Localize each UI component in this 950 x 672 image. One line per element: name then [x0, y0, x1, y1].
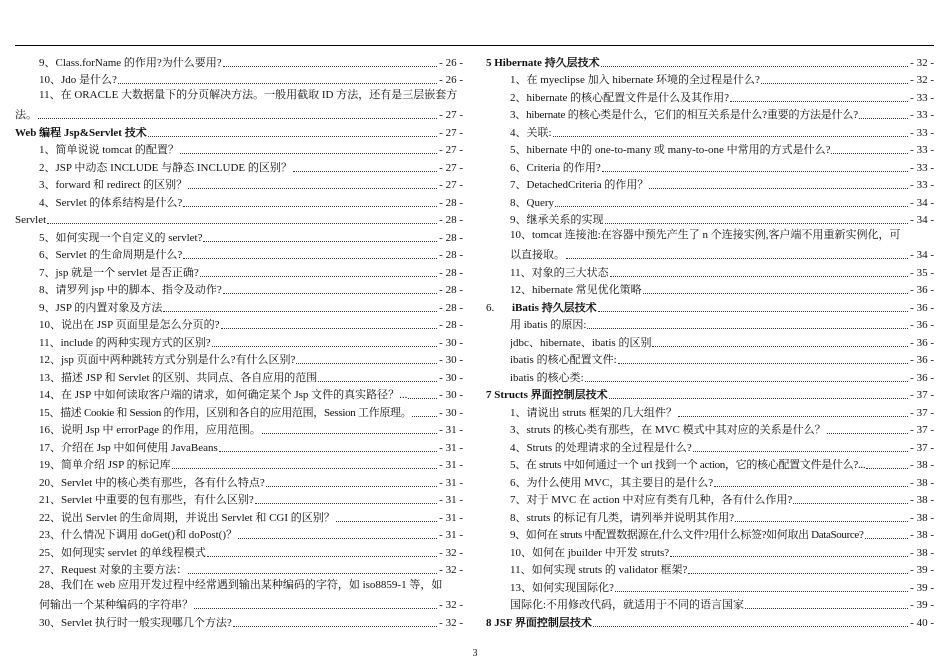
toc-entry[interactable]: 6、Servlet 的生命周期是什么? - 28 - [39, 249, 463, 261]
toc-entry[interactable]: 法。 - 27 - [15, 109, 463, 121]
toc-entry[interactable]: 20、Servlet 中的核心类有那些，各有什么特点? - 31 - [39, 476, 463, 489]
toc-entry[interactable]: 5、hibernate 中的 one-to-many 或 many-to-one 中常用的方式是什么? - 33 - [510, 144, 934, 156]
toc-entry[interactable]: 27、Request 对象的主要方法： - 32 - [39, 564, 463, 576]
toc-entry[interactable]: 4、Servlet 的体系结构是什么? - 28 - [39, 196, 463, 209]
toc-entry[interactable]: 8、请罗列 jsp 中的脚本、指令及动作? - 28 - [39, 284, 463, 296]
toc-entry[interactable]: 17、介绍在 Jsp 中如何使用 JavaBeans - 31 - [39, 441, 463, 454]
toc-entry[interactable]: 4、Struts 的处理请求的全过程是什么? - 37 - [510, 441, 934, 454]
toc-entry[interactable]: 1、简单说说 tomcat 的配置？ - 27 - [39, 144, 463, 156]
toc-entry[interactable]: 7、对于 MVC 在 action 中对应有类有几种，各有什么作用? - 38 - [510, 494, 934, 506]
toc-entry[interactable]: 5、在 struts 中如何通过一个 url 找到一个 action，它的核心配置文件是什么?... - 38 - [510, 459, 934, 471]
toc-entry-wrapped-line[interactable]: 28、我们在 web 应用开发过程中经常遇到输出某种编码的字符，如 iso8859-1 等，如 [39, 579, 443, 591]
toc-entry[interactable]: 2、JSP 中动态 INCLUDE 与静态 INCLUDE 的区别？ - 27 - [39, 161, 463, 174]
toc-entry[interactable]: 6、Criteria 的作用? - 33 - [510, 161, 934, 174]
toc-entry[interactable]: 12、hibernate 常见优化策略 - 36 - [510, 284, 934, 296]
toc-entry[interactable]: 国际化:不用修改代码，就适用于不同的语言国家 - 39 - [510, 599, 934, 611]
toc-entry[interactable]: 22、说出 Servlet 的生命周期，并说出 Servlet 和 CGI 的区别？ - 31 - [39, 511, 463, 524]
toc-entry[interactable]: 8、struts 的标记有几类，请列举并说明其作用? - 38 - [510, 511, 934, 524]
toc-entry[interactable]: 15、描述 Cookie 和 Session 的作用，区别和各自的应用范围，Session 工作原理。 - 30 - [39, 406, 463, 419]
toc-entry[interactable]: 14、在 JSP 中如何读取客户端的请求，如何确定某个 Jsp 文件的真实路径？... - 30 - [39, 389, 463, 401]
toc-entry[interactable]: 3、forward 和 redirect 的区别？ - 27 - [39, 179, 463, 191]
page-number: 3 [472, 648, 478, 659]
toc-entry[interactable]: 3、hibernate 的核心类是什么，它们的相互关系是什么?重要的方法是什么? - 33 - [510, 109, 934, 121]
toc-entry[interactable]: jdbc、hibernate、ibatis 的区别 - 36 - [510, 336, 934, 349]
toc-entry-wrapped-line[interactable]: 11、在 ORACLE 大数据量下的分页解决方法。一般用截取 ID 方法，还有是三层嵌套方 [39, 89, 458, 101]
toc-entry[interactable]: Servlet - 28 - [15, 214, 463, 226]
header-rule [15, 45, 934, 46]
toc-section-ibatis[interactable]: 6. iBatis 持久层技术 - 36 - [486, 301, 934, 314]
toc-entry[interactable]: 4、关联: - 33 - [510, 126, 934, 139]
toc-right-column [486, 52, 934, 630]
toc-entry[interactable]: 21、Servlet 中重要的包有那些，有什么区别? - 31 - [39, 494, 463, 506]
toc-entry[interactable]: 19、简单介绍 JSP 的标记库 - 31 - [39, 459, 463, 471]
toc-entry[interactable]: 25、如何现实 servlet 的单线程模式 - 32 - [39, 546, 463, 559]
toc-section-hibernate[interactable]: 5 Hibernate 持久层技术 - 32 - [486, 56, 934, 69]
toc-entry[interactable]: 9、JSP 的内置对象及方法 - 28 - [39, 301, 463, 314]
toc-entry[interactable]: ibatis 的核心类: - 36 - [510, 371, 934, 384]
toc-entry[interactable]: 8、Query - 34 - [510, 196, 934, 209]
toc-entry[interactable]: 30、Servlet 执行时一般实现哪几个方法? - 32 - [39, 616, 463, 629]
toc-entry[interactable]: 2、hibernate 的核心配置文件是什么及其作用? - 33 - [510, 91, 934, 104]
toc-entry[interactable]: 23、什么情况下调用 doGet()和 doPost()？ - 31 - [39, 529, 463, 541]
toc-entry[interactable]: 9、如何在 struts 中配置数据源在,什么文件?用什么标签?如何取出 DataSource? - 38 - [510, 529, 934, 541]
toc-entry[interactable]: 7、jsp 就是一个 servlet 是否正确? - 28 - [39, 266, 463, 279]
toc-entry[interactable]: 11、如何实现 struts 的 validator 框架? - 39 - [510, 564, 934, 576]
toc-entry-wrapped-line[interactable]: 10、tomcat 连接池:在容器中预先产生了 n 个连接实例,客户端不用重新实例化，可 [510, 229, 901, 241]
toc-entry[interactable]: 11、对象的三大状态 - 35 - [510, 266, 934, 279]
toc-section-structs[interactable]: 7 Structs 界面控制层技术 - 37 - [486, 389, 934, 401]
toc-entry[interactable]: 7、DetachedCriteria 的作用？ - 33 - [510, 179, 934, 191]
toc-entry[interactable]: 1、在 myeclipse 加入 hibernate 环境的全过程是什么? - 32 - [510, 74, 934, 86]
toc-entry[interactable]: 1、请说出 struts 框架的几大组件？ - 37 - [510, 406, 934, 419]
toc-entry[interactable]: 5、如何实现一个自定义的 servlet? - 28 - [39, 231, 463, 244]
toc-section-jsf[interactable]: 8 JSF 界面控制层技术 - 40 - [486, 616, 934, 629]
toc-entry[interactable]: 12、jsp 页面中两种跳转方式分别是什么?有什么区别? - 30 - [39, 354, 463, 366]
toc-entry[interactable]: 13、描述 JSP 和 Servlet 的区别、共同点、各自应用的范围 - 30 - [39, 371, 463, 384]
toc-entry[interactable]: 10、如何在 jbuilder 中开发 struts? - 38 - [510, 546, 934, 559]
toc-entry[interactable]: 3、struts 的核心类有那些，在 MVC 模式中其对应的关系是什么？ - 37 - [510, 424, 934, 436]
toc-left-column [15, 52, 463, 630]
toc-entry[interactable]: 何输出一个某种编码的字符串？ - 32 - [39, 599, 463, 611]
toc-section-web-jsp-servlet[interactable]: Web 编程 Jsp&Servlet 技术 - 27 - [15, 126, 463, 139]
toc-entry[interactable]: 用 ibatis 的原因: - 36 - [510, 319, 934, 331]
toc-entry[interactable]: 11、include 的两种实现方式的区别? - 30 - [39, 336, 463, 349]
toc-entry[interactable]: 10、Jdo 是什么? - 26 - [39, 74, 463, 86]
toc-entry[interactable]: 以直接取。 - 34 - [510, 249, 934, 261]
toc-entry[interactable]: 10、说出在 JSP 页面里是怎么分页的? - 28 - [39, 319, 463, 331]
toc-entry[interactable]: 16、说明 Jsp 中 errorPage 的作用，应用范围。 - 31 - [39, 424, 463, 436]
toc-entry[interactable]: 6、为什么使用 MVC，其主要目的是什么? - 38 - [510, 476, 934, 489]
toc-entry[interactable]: 9、继承关系的实现 - 34 - [510, 214, 934, 226]
toc-entry[interactable]: 9、Class.forName 的作用?为什么要用? - 26 - [39, 56, 463, 69]
toc-entry[interactable]: 13、如何实现国际化? - 39 - [510, 581, 934, 594]
toc-entry[interactable]: ibatis 的核心配置文件: - 36 - [510, 354, 934, 366]
